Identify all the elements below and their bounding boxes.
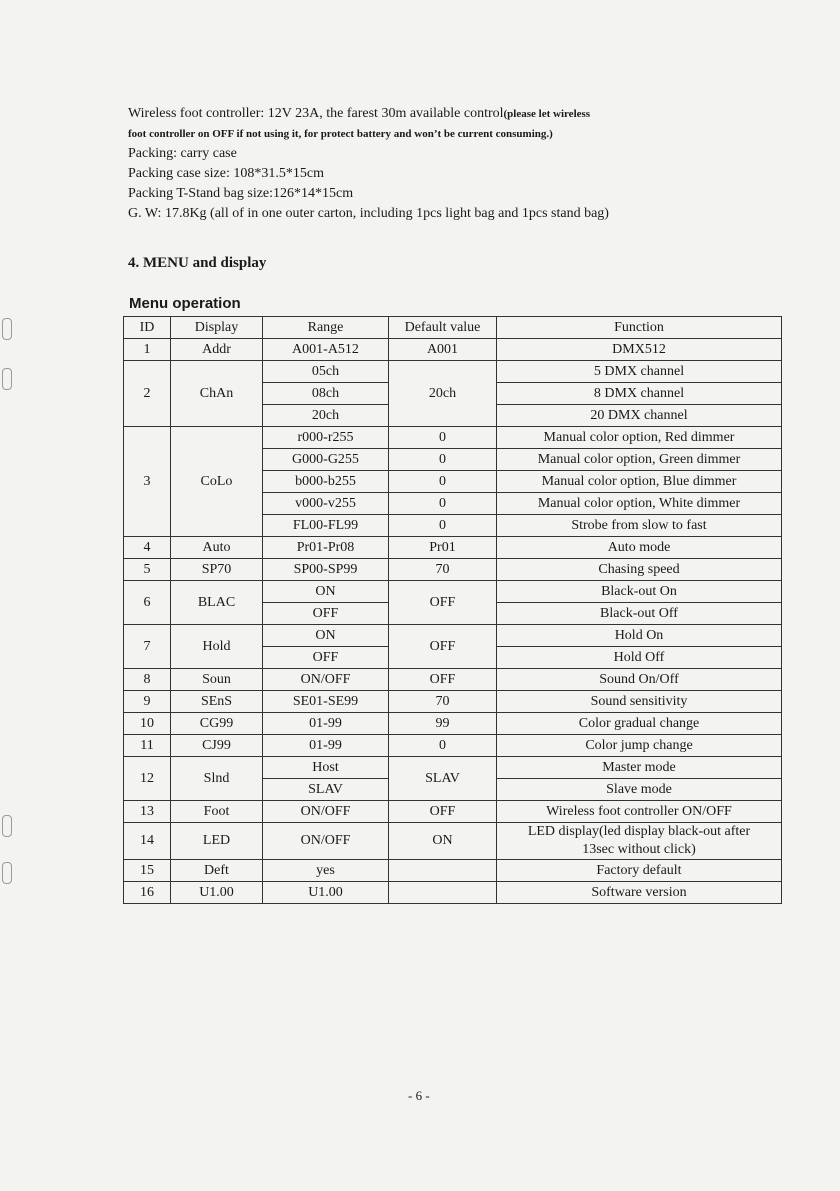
table-row xyxy=(124,537,782,559)
cell-display: Foot xyxy=(171,801,263,823)
cell-default: 0 xyxy=(389,471,497,493)
cell-id: 7 xyxy=(124,625,171,669)
cell-range: 05ch xyxy=(263,361,389,383)
cell-id: 15 xyxy=(124,860,171,882)
header-display: Display xyxy=(171,317,263,339)
cell-range: 08ch xyxy=(263,383,389,405)
cell-function: 20 DMX channel xyxy=(497,405,782,427)
table-row xyxy=(124,882,782,904)
cell-display: ChAn xyxy=(171,361,263,427)
cell-function: Manual color option, White dimmer xyxy=(497,493,782,515)
function-line: 13sec without click) xyxy=(582,842,696,857)
cell-function: Manual color option, Red dimmer xyxy=(497,427,782,449)
cell-range: A001-A512 xyxy=(263,339,389,361)
cell-range: Host xyxy=(263,757,389,779)
cell-default: Pr01 xyxy=(389,537,497,559)
table-row xyxy=(124,713,782,735)
cell-function: 8 DMX channel xyxy=(497,383,782,405)
cell-default: 99 xyxy=(389,713,497,735)
cell-id: 13 xyxy=(124,801,171,823)
foot-controller-note-cont: foot controller on OFF if not using it, for protect battery and won’t be current consuming.) xyxy=(128,128,553,140)
cell-function: Color gradual change xyxy=(497,713,782,735)
cell-display: Hold xyxy=(171,625,263,669)
cell-default xyxy=(389,882,497,904)
header-default: Default value xyxy=(389,317,497,339)
cell-display: CG99 xyxy=(171,713,263,735)
table-row xyxy=(124,625,782,647)
page-number: - 6 - xyxy=(408,1088,430,1103)
cell-id: 8 xyxy=(124,669,171,691)
section-title: 4. MENU and display xyxy=(128,255,267,271)
cell-range: SP00-SP99 xyxy=(263,559,389,581)
function-line: LED display(led display black-out after xyxy=(527,824,751,839)
cell-function: Master mode xyxy=(497,757,782,779)
table-row xyxy=(124,361,782,383)
cell-display: CJ99 xyxy=(171,735,263,757)
cell-function: Wireless foot controller ON/OFF xyxy=(497,801,782,823)
cell-function: Auto mode xyxy=(497,537,782,559)
cell-range: OFF xyxy=(263,603,389,625)
foot-controller-text: Wireless foot controller: 12V 23A, the farest 30m available control xyxy=(128,106,504,121)
cell-default: 20ch xyxy=(389,361,497,427)
cell-range: G000-G255 xyxy=(263,449,389,471)
cell-id: 6 xyxy=(124,581,171,625)
intro-line xyxy=(128,104,768,124)
cell-function: Chasing speed xyxy=(497,559,782,581)
table-row xyxy=(124,757,782,779)
cell-id: 5 xyxy=(124,559,171,581)
cell-default: OFF xyxy=(389,669,497,691)
gross-weight: G. W: 17.8Kg (all of in one outer carton, including 1pcs light bag and 1pcs stand bag) xyxy=(128,206,609,221)
table-row xyxy=(124,823,782,860)
cell-id: 14 xyxy=(124,823,171,860)
cell-id: 12 xyxy=(124,757,171,801)
cell-range: 01-99 xyxy=(263,713,389,735)
menu-table xyxy=(123,316,782,904)
cell-range: U1.00 xyxy=(263,882,389,904)
cell-function: Software version xyxy=(497,882,782,904)
cell-default: 0 xyxy=(389,493,497,515)
cell-range: ON xyxy=(263,581,389,603)
cell-default: OFF xyxy=(389,801,497,823)
header-function: Function xyxy=(497,317,782,339)
table-row xyxy=(124,860,782,882)
cell-default: SLAV xyxy=(389,757,497,801)
cell-function: Hold On xyxy=(497,625,782,647)
cell-default: A001 xyxy=(389,339,497,361)
cell-function: DMX512 xyxy=(497,339,782,361)
cell-range: ON/OFF xyxy=(263,669,389,691)
table-row xyxy=(124,669,782,691)
cell-range: b000-b255 xyxy=(263,471,389,493)
cell-id: 10 xyxy=(124,713,171,735)
cell-range: yes xyxy=(263,860,389,882)
cell-range: ON/OFF xyxy=(263,823,389,860)
table-row xyxy=(124,581,782,603)
cell-function: Hold Off xyxy=(497,647,782,669)
table-header-row xyxy=(124,317,782,339)
cell-display: Addr xyxy=(171,339,263,361)
cell-display: Slnd xyxy=(171,757,263,801)
table-row xyxy=(124,735,782,757)
binder-hole-mark xyxy=(2,862,12,884)
cell-default: 70 xyxy=(389,559,497,581)
cell-display: Auto xyxy=(171,537,263,559)
cell-default xyxy=(389,860,497,882)
header-range: Range xyxy=(263,317,389,339)
cell-function: Black-out Off xyxy=(497,603,782,625)
table-row xyxy=(124,339,782,361)
packing-case-size: Packing case size: 108*31.5*15cm xyxy=(128,166,324,181)
cell-display: Soun xyxy=(171,669,263,691)
cell-function: Sound sensitivity xyxy=(497,691,782,713)
cell-default: 0 xyxy=(389,427,497,449)
binder-hole-mark xyxy=(2,815,12,837)
cell-range: ON xyxy=(263,625,389,647)
cell-default: OFF xyxy=(389,625,497,669)
cell-display: SP70 xyxy=(171,559,263,581)
cell-default: 70 xyxy=(389,691,497,713)
cell-function: Color jump change xyxy=(497,735,782,757)
cell-function: Slave mode xyxy=(497,779,782,801)
intro-paragraph xyxy=(128,104,768,224)
foot-controller-note: (please let wireless xyxy=(503,108,591,120)
cell-id: 9 xyxy=(124,691,171,713)
cell-default: 0 xyxy=(389,735,497,757)
cell-id: 11 xyxy=(124,735,171,757)
menu-operation-heading: Menu operation xyxy=(129,295,241,312)
cell-default: OFF xyxy=(389,581,497,625)
cell-range: FL00-FL99 xyxy=(263,515,389,537)
cell-function: Factory default xyxy=(497,860,782,882)
cell-function: Strobe from slow to fast xyxy=(497,515,782,537)
cell-range: Pr01-Pr08 xyxy=(263,537,389,559)
cell-function: Manual color option, Green dimmer xyxy=(497,449,782,471)
cell-default: 0 xyxy=(389,449,497,471)
cell-id: 4 xyxy=(124,537,171,559)
cell-range: 01-99 xyxy=(263,735,389,757)
packing-line: Packing: carry case xyxy=(128,146,237,161)
cell-range: r000-r255 xyxy=(263,427,389,449)
cell-range: SE01-SE99 xyxy=(263,691,389,713)
packing-bag-size: Packing T-Stand bag size:126*14*15cm xyxy=(128,186,354,201)
cell-display: LED xyxy=(171,823,263,860)
cell-function: Black-out On xyxy=(497,581,782,603)
binder-hole-mark xyxy=(2,368,12,390)
cell-id: 2 xyxy=(124,361,171,427)
binder-hole-mark xyxy=(2,318,12,340)
table-row xyxy=(124,801,782,823)
cell-range: ON/OFF xyxy=(263,801,389,823)
cell-function: Sound On/Off xyxy=(497,669,782,691)
cell-function xyxy=(497,823,782,860)
cell-display: CoLo xyxy=(171,427,263,537)
cell-default: ON xyxy=(389,823,497,860)
cell-id: 16 xyxy=(124,882,171,904)
cell-range: 20ch xyxy=(263,405,389,427)
cell-display: SEnS xyxy=(171,691,263,713)
cell-function: Manual color option, Blue dimmer xyxy=(497,471,782,493)
cell-id: 3 xyxy=(124,427,171,537)
cell-range: v000-v255 xyxy=(263,493,389,515)
cell-display: Deft xyxy=(171,860,263,882)
header-id: ID xyxy=(124,317,171,339)
cell-function: 5 DMX channel xyxy=(497,361,782,383)
cell-display: BLAC xyxy=(171,581,263,625)
cell-range: OFF xyxy=(263,647,389,669)
table-row xyxy=(124,427,782,449)
cell-default: 0 xyxy=(389,515,497,537)
cell-range: SLAV xyxy=(263,779,389,801)
table-row xyxy=(124,691,782,713)
cell-display: U1.00 xyxy=(171,882,263,904)
cell-id: 1 xyxy=(124,339,171,361)
table-row xyxy=(124,559,782,581)
